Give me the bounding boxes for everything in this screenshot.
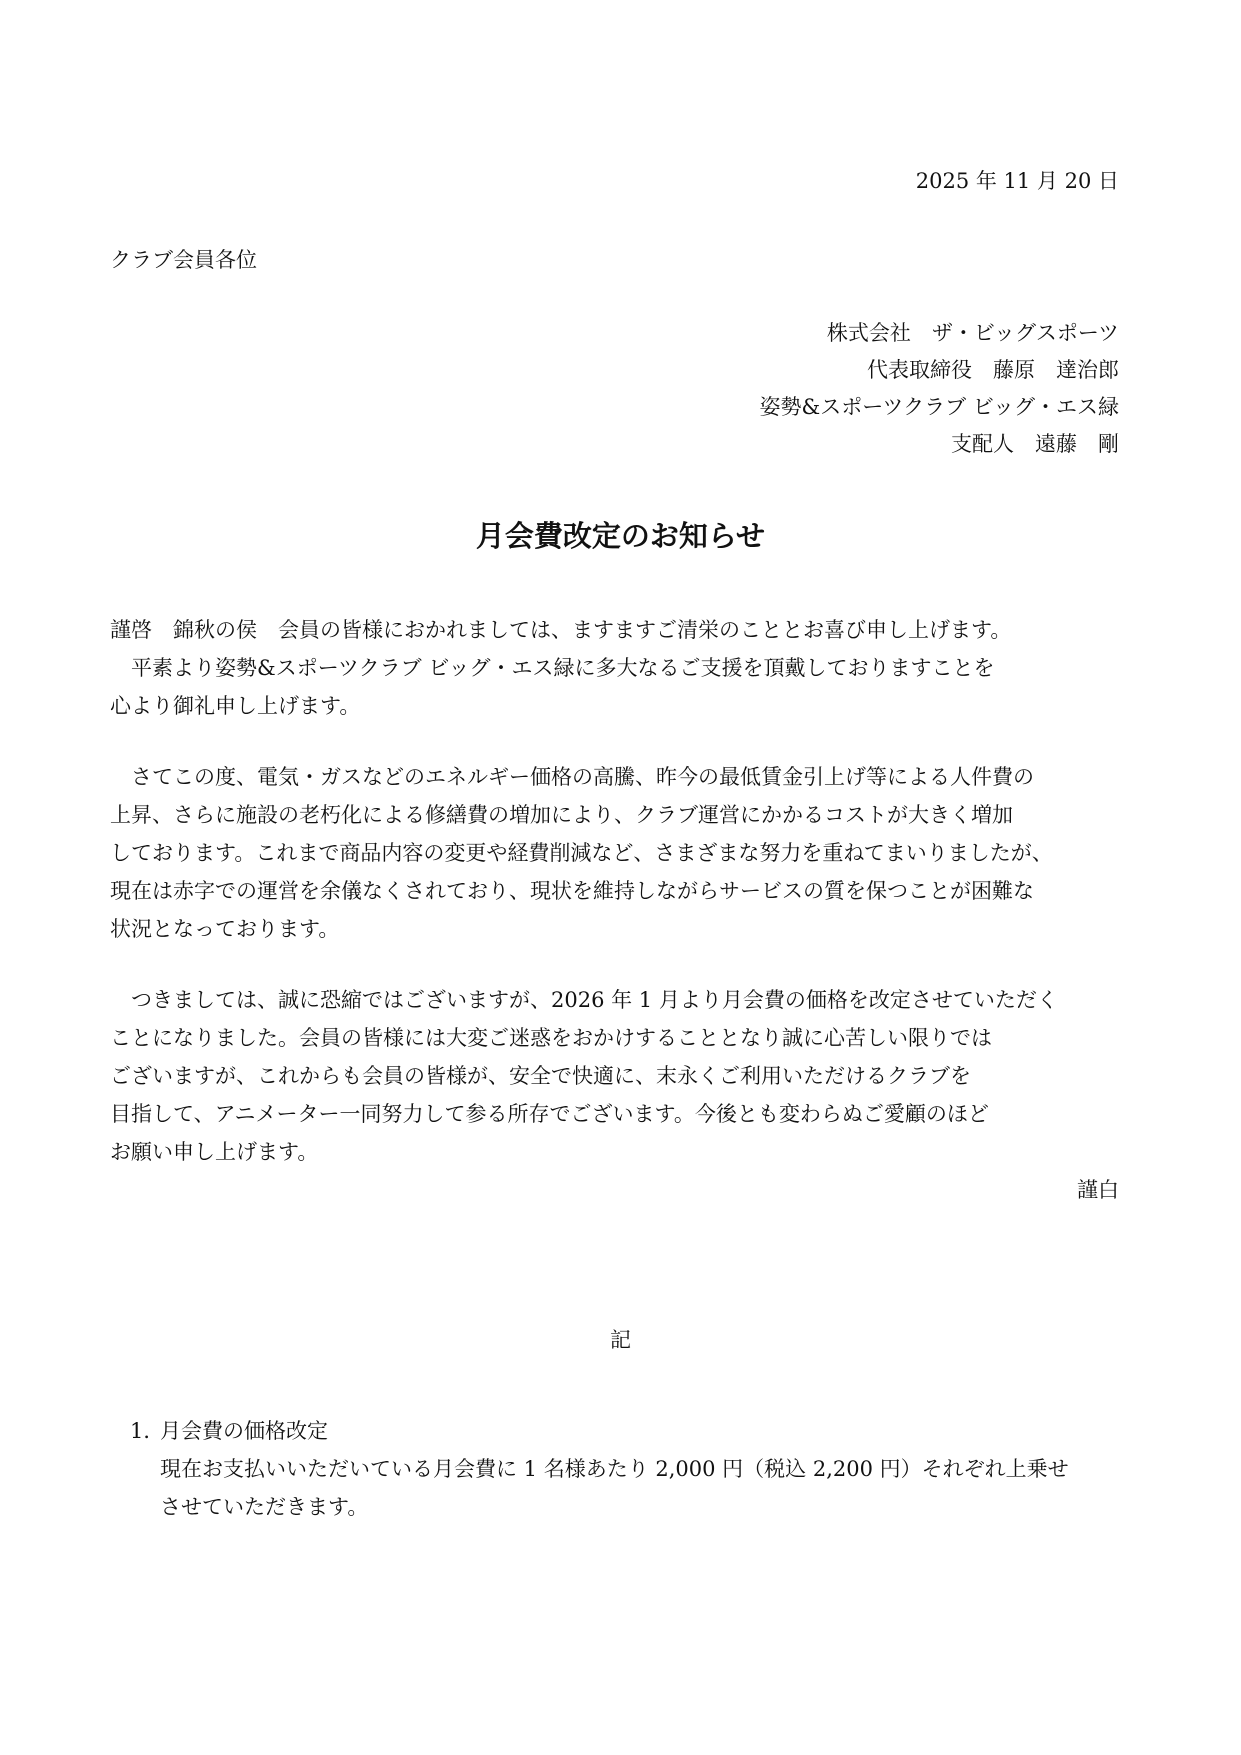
body-line: 平素より姿勢&スポーツクラブ ビッグ・エス緑に多大なるご支援を頂戴しておりますことを bbox=[110, 656, 995, 680]
recipient: クラブ会員各位 bbox=[110, 248, 257, 272]
body-line: 心より御礼申し上げます。 bbox=[110, 694, 361, 718]
sender-representative: 代表取締役 藤原 達治郎 bbox=[867, 358, 1119, 382]
document-title: 月会費改定のお知らせ bbox=[475, 519, 766, 553]
body-line: ございますが、これからも会員の皆様が、安全で快適に、末永くご利用いただけるクラブを bbox=[110, 1064, 971, 1088]
document-date: 2025 年 11 月 20 日 bbox=[915, 169, 1119, 193]
body-line: 上昇、さらに施設の老朽化による修繕費の増加により、クラブ運営にかかるコストが大きく増加 bbox=[110, 803, 1013, 827]
body-line: 謹啓 錦秋の侯 会員の皆様におかれましては、ますますご清栄のこととお喜び申し上げます。 bbox=[110, 618, 1012, 642]
body-line: ことになりました。会員の皆様には大変ご迷惑をおかけすることとなり誠に心苦しい限りでは bbox=[110, 1026, 992, 1050]
notes-item-number: 1． bbox=[130, 1419, 165, 1443]
notes-item-line: 現在お支払いいただいている月会費に 1 名様あたり 2,000 円（税込 2,200 円）それぞれ上乗せ bbox=[160, 1457, 1069, 1481]
body-line: 状況となっております。 bbox=[110, 917, 340, 941]
notes-item-line: させていただきます。 bbox=[160, 1495, 369, 1519]
body-line: しております。これまで商品内容の変更や経費削減など、さまざまな努力を重ねてまいりましたが、 bbox=[110, 841, 1053, 865]
body-line: さてこの度、電気・ガスなどのエネルギー価格の高騰、昨今の最低賃金引上げ等による人件費の bbox=[110, 765, 1034, 789]
body-line: 目指して、アニメーター一同努力して参る所存でございます。今後とも変わらぬご愛顧のほど bbox=[110, 1102, 989, 1126]
sender-company: 株式会社 ザ・ビッグスポーツ bbox=[826, 321, 1119, 345]
closing-phrase: 謹白 bbox=[1077, 1178, 1119, 1202]
notes-heading: 記 bbox=[610, 1328, 631, 1352]
body-line: つきましては、誠に恐縮ではございますが、2026 年 1 月より月会費の価格を改定させていただく bbox=[110, 988, 1058, 1012]
body-line: 現在は赤字での運営を余儀なくされており、現状を維持しながらサービスの質を保つことが困難な bbox=[110, 879, 1034, 903]
sender-manager: 支配人 遠藤 剛 bbox=[951, 432, 1119, 456]
sender-club: 姿勢&スポーツクラブ ビッグ・エス緑 bbox=[759, 395, 1119, 419]
notes-item-title: 月会費の価格改定 bbox=[160, 1419, 328, 1443]
body-line: お願い申し上げます。 bbox=[110, 1140, 319, 1164]
